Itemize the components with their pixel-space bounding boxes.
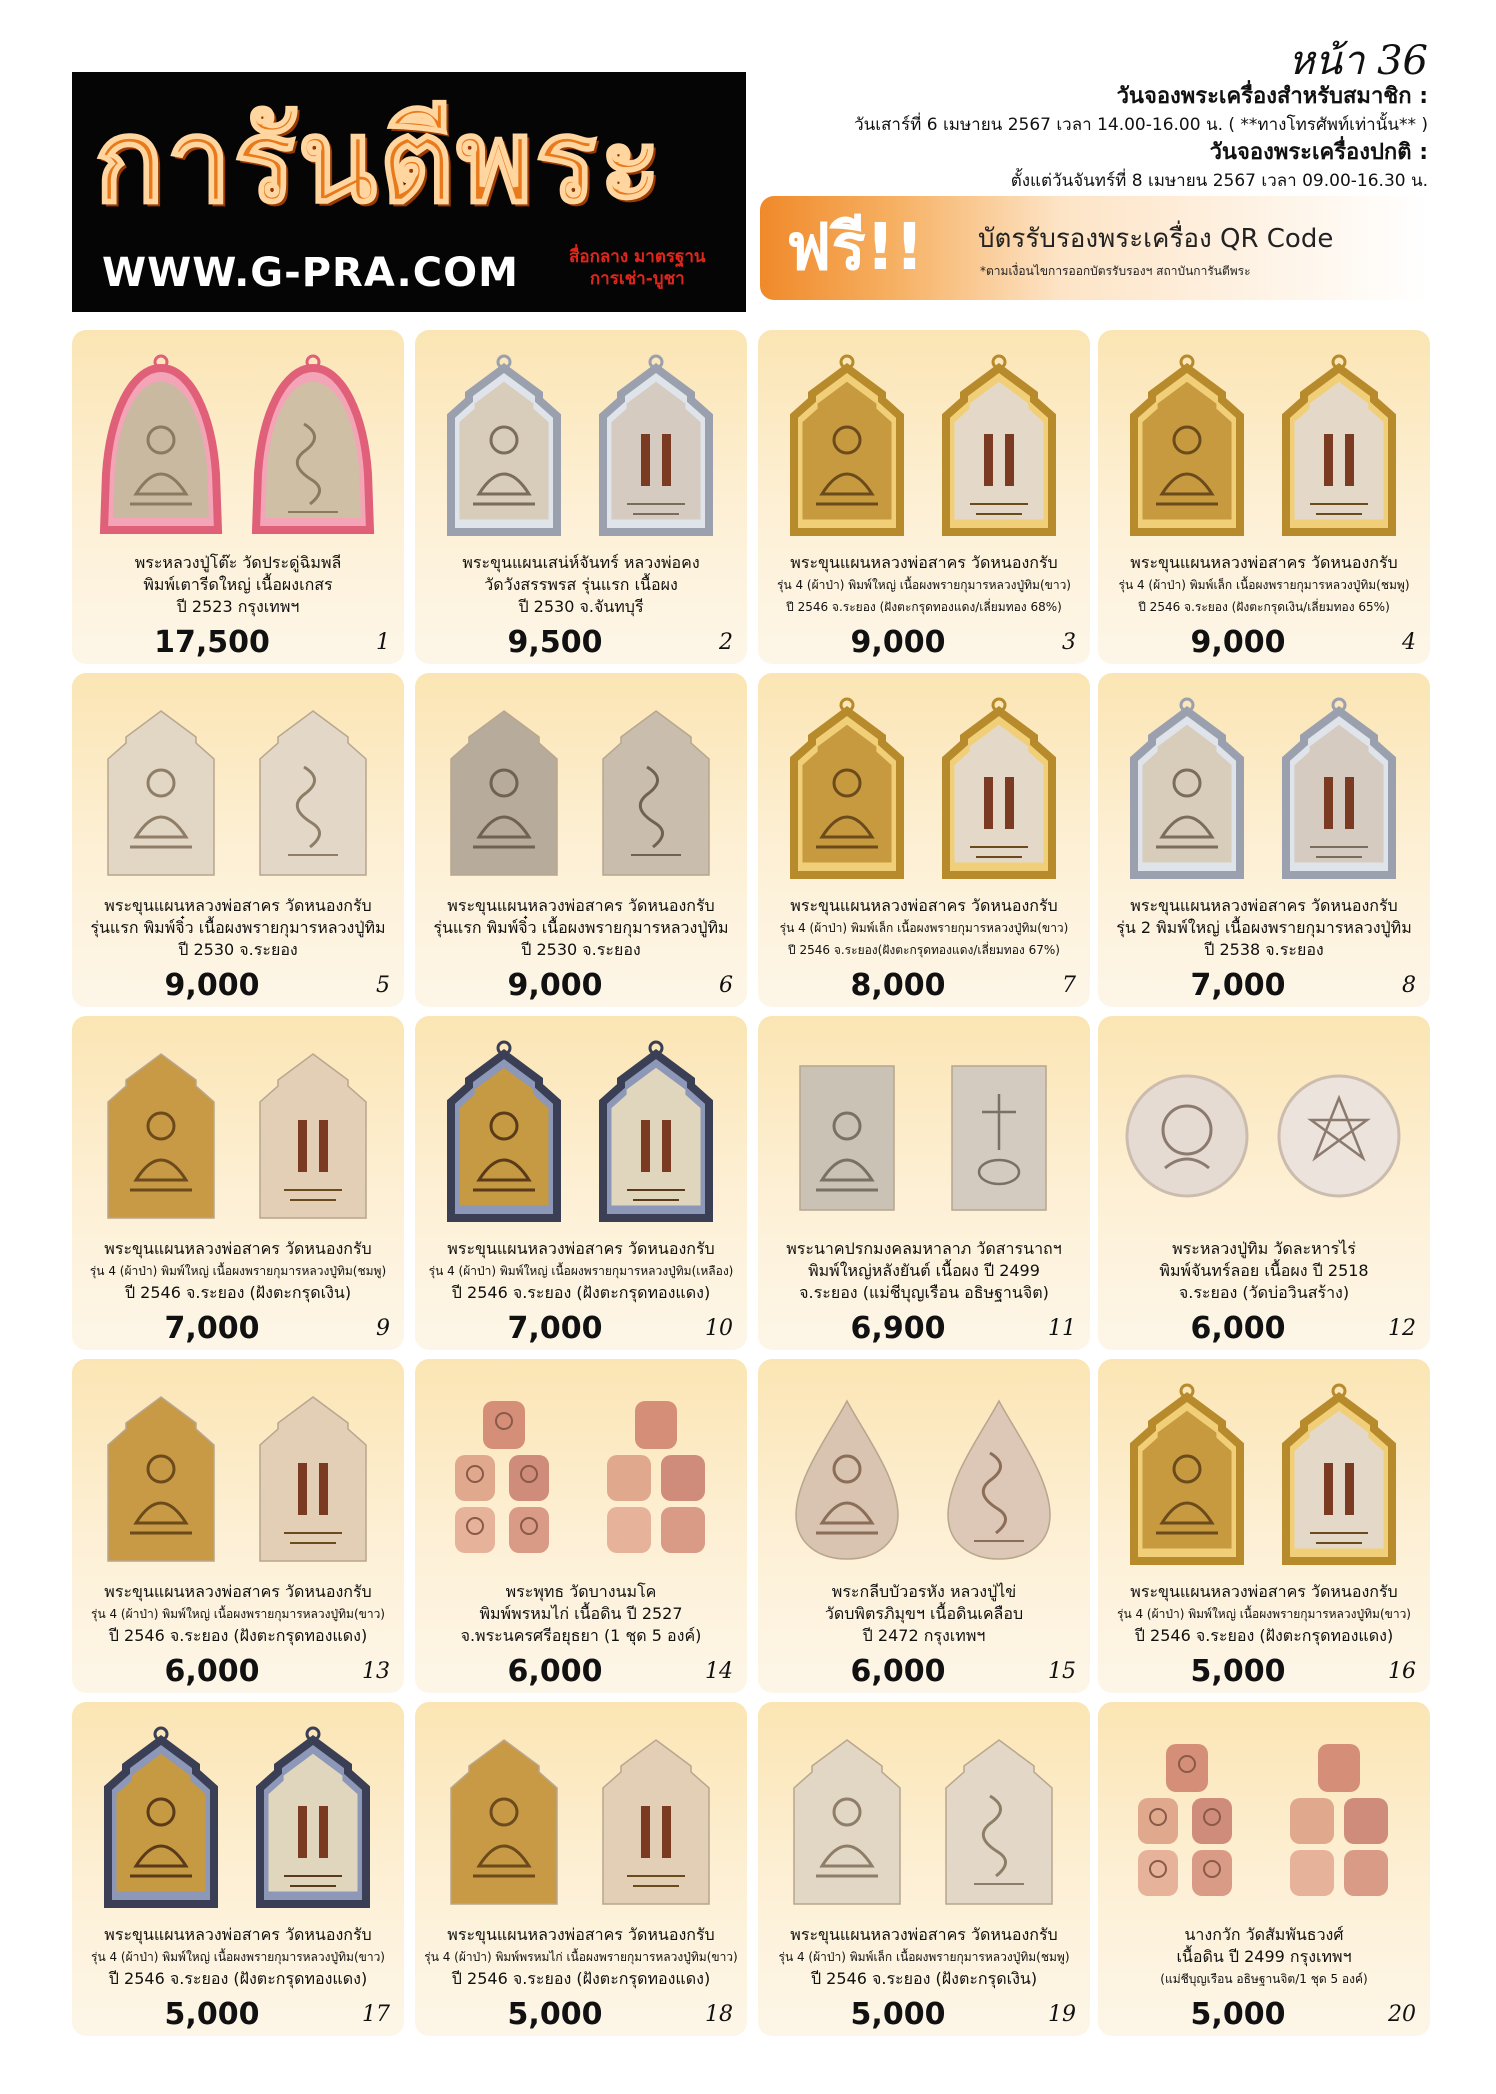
amulet-back-image	[930, 1040, 1068, 1226]
amulet-grid	[72, 330, 1430, 2060]
amulet-name: พระขุนแผนหลวงพ่อสาคร วัดหนองกรับ	[447, 1925, 715, 1944]
amulet-back-image	[244, 354, 382, 540]
amulet-back-image	[1270, 697, 1408, 883]
amulet-details: รุ่น 4 (ผ้าป่า) พิมพ์เล็ก เนื้อผงพรายกุมารหลวงปู่ทิม(ชมพู)	[1118, 578, 1410, 592]
amulet-description	[762, 1581, 1086, 1647]
amulet-details: พิมพ์เตารีดใหญ่ เนื้อผงเกสร	[143, 575, 333, 594]
amulet-price: 6,900	[850, 1311, 946, 1346]
amulet-details: รุ่นแรก พิมพ์จิ๋ว เนื้อผงพรายกุมารหลวงปู่ทิม	[90, 918, 386, 937]
amulet-photos	[433, 1040, 729, 1226]
amulet-photos	[776, 697, 1072, 883]
amulet-back-image	[1270, 1383, 1408, 1569]
amulet-front-image	[92, 697, 230, 883]
amulet-price: 7,000	[1190, 968, 1286, 1003]
item-number: 8	[1402, 973, 1416, 998]
amulet-back-image	[587, 1726, 725, 1912]
amulet-price: 5,000	[1190, 1654, 1286, 1689]
amulet-back-image	[930, 1383, 1068, 1569]
amulet-card	[415, 330, 747, 664]
amulet-photos	[433, 697, 729, 883]
amulet-front-image	[778, 354, 916, 540]
amulet-description	[419, 1924, 743, 1990]
item-number: 11	[1048, 1316, 1076, 1341]
amulet-name: พระขุนแผนเสน่ห์จันทร์ หลวงพ่อคง	[462, 553, 700, 572]
member-booking-heading: วันจองพระเครื่องสำหรับสมาชิก :	[1116, 84, 1428, 109]
amulet-name: พระหลวงปู่โต๊ะ วัดประดู่ฉิมพลี	[134, 553, 342, 572]
amulet-front-image	[1118, 697, 1256, 883]
banner-title: บัตรรับรองพระเครื่อง QR Code	[978, 224, 1334, 254]
amulet-description	[76, 1924, 400, 1990]
logo-tagline-line-1: สื่อกลาง มาตรฐาน	[569, 247, 706, 267]
amulet-name: พระขุนแผนหลวงพ่อสาคร วัดหนองกรับ	[790, 553, 1058, 572]
amulet-details: เนื้อดิน ปี 2499 กรุงเทพฯ	[1176, 1947, 1352, 1966]
amulet-name: พระนาคปรกมงคลมหาลาภ วัดสารนาถฯ	[786, 1239, 1062, 1258]
amulet-back-image	[1270, 1040, 1408, 1226]
amulet-description	[419, 895, 743, 961]
logo-title: การันตีพระ	[94, 94, 664, 229]
amulet-front-image	[435, 354, 573, 540]
item-number: 16	[1388, 1659, 1416, 1684]
amulet-details: รุ่นแรก พิมพ์จิ๋ว เนื้อผงพรายกุมารหลวงปู่ทิม	[433, 918, 729, 937]
amulet-year-location: (แม่ชีบุญเรือน อธิษฐานจิต/1 ชุด 5 องค์)	[1160, 1972, 1368, 1986]
amulet-name: พระขุนแผนหลวงพ่อสาคร วัดหนองกรับ	[447, 1239, 715, 1258]
amulet-front-image	[778, 1383, 916, 1569]
item-number: 3	[1062, 630, 1076, 655]
amulet-front-image	[778, 1040, 916, 1226]
amulet-details: รุ่น 4 (ผ้าป่า) พิมพ์พรหมไก่ เนื้อผงพรายกุมารหลวงปู่ทิม(ขาว)	[424, 1950, 738, 1964]
amulet-front-image	[1118, 354, 1256, 540]
normal-booking-heading: วันจองพระเครื่องปกติ :	[1209, 140, 1428, 165]
amulet-year-location: ปี 2530 จ.ระยอง	[178, 940, 298, 959]
amulet-price: 6,000	[164, 1654, 260, 1689]
item-number: 12	[1388, 1316, 1416, 1341]
amulet-photos	[433, 354, 729, 540]
amulet-description	[1102, 552, 1426, 618]
booking-info	[788, 82, 1428, 194]
amulet-front-image	[435, 697, 573, 883]
amulet-description	[76, 552, 400, 618]
amulet-back-image	[1270, 354, 1408, 540]
amulet-front-image	[778, 697, 916, 883]
amulet-details: รุ่น 4 (ผ้าป่า) พิมพ์ใหญ่ เนื้อผงพรายกุมารหลวงปู่ทิม(ชมพู)	[89, 1264, 387, 1278]
amulet-front-image	[435, 1040, 573, 1226]
amulet-photos	[1116, 1383, 1412, 1569]
amulet-front-image	[92, 354, 230, 540]
amulet-details: รุ่น 4 (ผ้าป่า) พิมพ์เล็ก เนื้อผงพรายกุมารหลวงปู่ทิม(ชมพู)	[778, 1950, 1070, 1964]
amulet-price: 6,000	[850, 1654, 946, 1689]
amulet-year-location: ปี 2546 จ.ระยอง(ฝังตะกรุดทองแดง/เลี่ยมทอง 67%)	[788, 943, 1060, 957]
amulet-name: พระหลวงปู่ทิม วัดละหารไร่	[1172, 1239, 1356, 1258]
amulet-card	[72, 1359, 404, 1693]
amulet-description	[76, 1581, 400, 1647]
amulet-name: พระขุนแผนหลวงพ่อสาคร วัดหนองกรับ	[447, 896, 715, 915]
amulet-front-image	[92, 1726, 230, 1912]
amulet-photos	[433, 1383, 729, 1569]
amulet-photos	[776, 1040, 1072, 1226]
amulet-price: 6,000	[507, 1654, 603, 1689]
amulet-card	[758, 673, 1090, 1007]
amulet-front-image	[435, 1726, 573, 1912]
amulet-description	[419, 1581, 743, 1647]
amulet-card	[758, 1016, 1090, 1350]
amulet-name: พระขุนแผนหลวงพ่อสาคร วัดหนองกรับ	[1130, 553, 1398, 572]
amulet-price: 8,000	[850, 968, 946, 1003]
amulet-photos	[776, 1383, 1072, 1569]
amulet-description	[762, 895, 1086, 961]
amulet-card	[415, 1016, 747, 1350]
amulet-year-location: จ.ระยอง (วัดบ่อวินสร้าง)	[1178, 1283, 1350, 1302]
amulet-name: พระขุนแผนหลวงพ่อสาคร วัดหนองกรับ	[104, 1239, 372, 1258]
normal-booking-text: ตั้งแต่วันจันทร์ที่ 8 เมษายน 2567 เวลา 09.00-16.30 น.	[1010, 171, 1428, 191]
amulet-year-location: จ.พระนครศรีอยุธยา (1 ชุด 5 องค์)	[460, 1626, 702, 1645]
amulet-details: พิมพ์จันทร์ลอย เนื้อผง ปี 2518	[1159, 1261, 1369, 1280]
amulet-card	[1098, 1016, 1430, 1350]
amulet-front-image	[92, 1383, 230, 1569]
amulet-description	[1102, 895, 1426, 961]
logo-url: WWW.G-PRA.COM	[102, 250, 519, 296]
amulet-year-location: ปี 2523 กรุงเทพฯ	[176, 597, 300, 616]
banner-note: *ตามเงื่อนไขการออกบัตรรับรองฯ สถาบันการันตีพระ	[980, 264, 1251, 278]
amulet-details: รุ่น 2 พิมพ์ใหญ่ เนื้อผงพรายกุมารหลวงปู่ทิม	[1116, 918, 1412, 937]
amulet-price: 5,000	[507, 1997, 603, 2032]
amulet-card	[758, 1702, 1090, 2036]
logo-tagline-line-2: การเช่า-บูชา	[589, 269, 685, 289]
amulet-card	[415, 673, 747, 1007]
amulet-front-image	[778, 1726, 916, 1912]
amulet-details: รุ่น 4 (ผ้าป่า) พิมพ์เล็ก เนื้อผงพรายกุมารหลวงปู่ทิม(ขาว)	[779, 921, 1069, 935]
amulet-back-image	[930, 1726, 1068, 1912]
amulet-price: 9,500	[507, 625, 603, 660]
amulet-back-image	[587, 1040, 725, 1226]
logo-tagline	[569, 246, 706, 290]
item-number: 6	[719, 973, 733, 998]
amulet-price: 6,000	[1190, 1311, 1286, 1346]
amulet-name: พระกลีบบัวอรหัง หลวงปู่ไข่	[831, 1582, 1017, 1601]
amulet-card	[72, 1702, 404, 2036]
amulet-photos	[433, 1726, 729, 1912]
amulet-price: 5,000	[850, 1997, 946, 2032]
free-label: ฟรี!!	[786, 211, 925, 285]
amulet-name: พระขุนแผนหลวงพ่อสาคร วัดหนองกรับ	[104, 896, 372, 915]
amulet-year-location: ปี 2472 กรุงเทพฯ	[862, 1626, 986, 1645]
amulet-back-image	[244, 1383, 382, 1569]
amulet-front-image	[92, 1040, 230, 1226]
item-number: 17	[362, 2002, 390, 2027]
amulet-year-location: ปี 2530 จ.จันทบุรี	[518, 597, 644, 616]
amulet-back-image	[587, 354, 725, 540]
amulet-price: 5,000	[1190, 1997, 1286, 2032]
amulet-details: วัดวังสรรพรส รุ่นแรก เนื้อผง	[484, 575, 678, 594]
amulet-year-location: ปี 2546 จ.ระยอง (ฝังตะกรุดเงิน/เลี่ยมทอง 65%)	[1138, 600, 1390, 614]
item-number: 7	[1062, 973, 1076, 998]
amulet-front-image	[435, 1383, 573, 1569]
amulet-front-image	[1118, 1726, 1256, 1912]
amulet-description	[762, 552, 1086, 618]
amulet-year-location: ปี 2546 จ.ระยอง (ฝังตะกรุดทองแดง)	[451, 1969, 711, 1988]
item-number: 10	[705, 1316, 733, 1341]
item-number: 18	[705, 2002, 733, 2027]
amulet-price: 9,000	[850, 625, 946, 660]
amulet-name: พระขุนแผนหลวงพ่อสาคร วัดหนองกรับ	[1130, 1582, 1398, 1601]
amulet-card	[415, 1359, 747, 1693]
item-number: 4	[1402, 630, 1416, 655]
item-number: 5	[376, 973, 390, 998]
amulet-details: รุ่น 4 (ผ้าป่า) พิมพ์ใหญ่ เนื้อผงพรายกุมารหลวงปู่ทิม(ขาว)	[91, 1607, 385, 1621]
amulet-photos	[1116, 1040, 1412, 1226]
amulet-front-image	[1118, 1040, 1256, 1226]
amulet-description	[762, 1238, 1086, 1304]
amulet-price: 9,000	[507, 968, 603, 1003]
amulet-name: พระพุทธ วัดบางนมโค	[505, 1582, 657, 1601]
amulet-back-image	[244, 1726, 382, 1912]
amulet-year-location: ปี 2538 จ.ระยอง	[1204, 940, 1324, 959]
item-number: 13	[362, 1659, 390, 1684]
member-booking-text: วันเสาร์ที่ 6 เมษายน 2567 เวลา 14.00-16.00 น. ( **ทางโทรศัพท์เท่านั้น** )	[854, 115, 1428, 135]
amulet-year-location: ปี 2546 จ.ระยอง (ฝังตะกรุดทองแดง)	[451, 1283, 711, 1302]
amulet-photos	[90, 1726, 386, 1912]
amulet-name: พระขุนแผนหลวงพ่อสาคร วัดหนองกรับ	[790, 896, 1058, 915]
amulet-year-location: ปี 2546 จ.ระยอง (ฝังตะกรุดเงิน)	[124, 1283, 352, 1302]
amulet-name: พระขุนแผนหลวงพ่อสาคร วัดหนองกรับ	[104, 1582, 372, 1601]
amulet-description	[419, 552, 743, 618]
amulet-price: 9,000	[164, 968, 260, 1003]
amulet-card	[758, 330, 1090, 664]
amulet-details: รุ่น 4 (ผ้าป่า) พิมพ์ใหญ่ เนื้อผงพรายกุมารหลวงปู่ทิม(ขาว)	[1117, 1607, 1411, 1621]
amulet-price: 7,000	[164, 1311, 260, 1346]
amulet-card	[1098, 1359, 1430, 1693]
item-number: 15	[1048, 1659, 1076, 1684]
amulet-name: พระขุนแผนหลวงพ่อสาคร วัดหนองกรับ	[104, 1925, 372, 1944]
amulet-card	[1098, 1702, 1430, 2036]
amulet-photos	[90, 354, 386, 540]
amulet-year-location: ปี 2546 จ.ระยอง (ฝังตะกรุดทองแดง)	[108, 1626, 368, 1645]
amulet-card	[758, 1359, 1090, 1693]
amulet-card	[72, 673, 404, 1007]
amulet-year-location: ปี 2546 จ.ระยอง (ฝังตะกรุดเงิน)	[810, 1969, 1038, 1988]
amulet-details: รุ่น 4 (ผ้าป่า) พิมพ์ใหญ่ เนื้อผงพรายกุมารหลวงปู่ทิม(ขาว)	[777, 578, 1071, 592]
amulet-back-image	[587, 697, 725, 883]
amulet-details: วัดบพิตรภิมุขฯ เนื้อดินเคลือบ	[824, 1604, 1024, 1623]
item-number: 9	[376, 1316, 390, 1341]
amulet-photos	[90, 697, 386, 883]
amulet-description	[1102, 1238, 1426, 1304]
amulet-card	[72, 330, 404, 664]
amulet-price: 9,000	[1190, 625, 1286, 660]
amulet-year-location: ปี 2530 จ.ระยอง	[521, 940, 641, 959]
amulet-description	[762, 1924, 1086, 1990]
amulet-price: 17,500	[154, 625, 270, 660]
amulet-front-image	[1118, 1383, 1256, 1569]
amulet-description	[1102, 1924, 1426, 1990]
item-number: 14	[705, 1659, 733, 1684]
amulet-details: รุ่น 4 (ผ้าป่า) พิมพ์ใหญ่ เนื้อผงพรายกุมารหลวงปู่ทิม(เหลือง)	[428, 1264, 734, 1278]
amulet-back-image	[930, 697, 1068, 883]
amulet-name: พระขุนแผนหลวงพ่อสาคร วัดหนองกรับ	[790, 1925, 1058, 1944]
amulet-year-location: จ.ระยอง (แม่ชีบุญเรือน อธิษฐานจิต)	[799, 1283, 1049, 1302]
amulet-back-image	[1270, 1726, 1408, 1912]
amulet-photos	[776, 354, 1072, 540]
item-number: 2	[719, 630, 733, 655]
amulet-details: พิมพ์พรหมไก่ เนื้อดิน ปี 2527	[479, 1604, 683, 1623]
amulet-photos	[1116, 354, 1412, 540]
amulet-photos	[90, 1040, 386, 1226]
item-number: 20	[1388, 2002, 1416, 2027]
amulet-name: พระขุนแผนหลวงพ่อสาคร วัดหนองกรับ	[1130, 896, 1398, 915]
amulet-description	[76, 895, 400, 961]
amulet-back-image	[244, 1040, 382, 1226]
page-number: หน้า 36	[1288, 38, 1428, 84]
amulet-card	[1098, 673, 1430, 1007]
amulet-back-image	[587, 1383, 725, 1569]
amulet-photos	[90, 1383, 386, 1569]
amulet-details: พิมพ์ใหญ่หลังยันต์ เนื้อผง ปี 2499	[808, 1261, 1040, 1280]
amulet-details: รุ่น 4 (ผ้าป่า) พิมพ์ใหญ่ เนื้อผงพรายกุมารหลวงปู่ทิม(ขาว)	[91, 1950, 385, 1964]
amulet-price: 7,000	[507, 1311, 603, 1346]
amulet-name: นางกวัก วัดสัมพันธวงศ์	[1184, 1925, 1344, 1944]
amulet-card	[415, 1702, 747, 2036]
amulet-price: 5,000	[164, 1997, 260, 2032]
amulet-description	[419, 1238, 743, 1304]
amulet-card	[72, 1016, 404, 1350]
amulet-photos	[1116, 1726, 1412, 1912]
amulet-year-location: ปี 2546 จ.ระยอง (ฝังตะกรุดทองแดง)	[1134, 1626, 1394, 1645]
amulet-back-image	[244, 697, 382, 883]
amulet-card	[1098, 330, 1430, 664]
amulet-back-image	[930, 354, 1068, 540]
free-certificate-banner	[760, 196, 1428, 300]
amulet-photos	[776, 1726, 1072, 1912]
amulet-year-location: ปี 2546 จ.ระยอง (ฝังตะกรุดทองแดง)	[108, 1969, 368, 1988]
amulet-year-location: ปี 2546 จ.ระยอง (ฝังตะกรุดทองแดง/เลี่ยมทอง 68%)	[786, 600, 1062, 614]
amulet-photos	[1116, 697, 1412, 883]
item-number: 19	[1048, 2002, 1076, 2027]
item-number: 1	[376, 630, 390, 655]
logo	[72, 72, 746, 312]
amulet-description	[76, 1238, 400, 1304]
amulet-description	[1102, 1581, 1426, 1647]
